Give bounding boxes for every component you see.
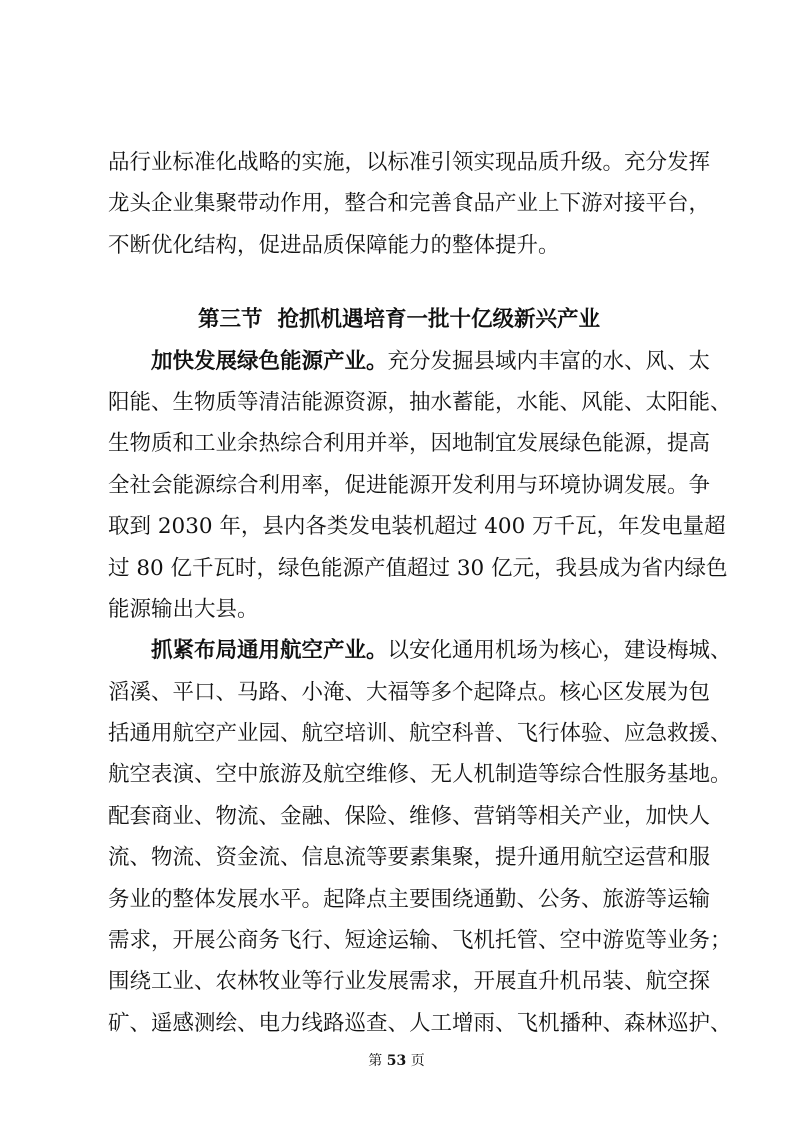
page-number: 53 [386, 1053, 407, 1069]
paragraph-general-aviation [108, 630, 732, 1044]
text-line: 不断优化结构，促进品质保障能力的整体提升。 [108, 232, 560, 258]
text-line: 品行业标准化战略的实施，以标准引领实现品质升级。充分发挥 [108, 150, 711, 175]
text-line [108, 630, 732, 671]
paragraph-heading: 抓紧布局通用航空产业。 [151, 638, 388, 664]
page-number-prefix: 第 [368, 1053, 383, 1069]
paragraph-green-energy [108, 341, 732, 631]
paragraph-intro [108, 142, 711, 266]
text-line: 取到 2030 年，县内各类发电装机超过 400 万千瓦，年发电量超 [108, 514, 726, 540]
text-line: 龙头企业集聚带动作用，整合和完善食品产业上下游对接平台， [108, 191, 711, 217]
text-run: 以安化通用机场为核心，建设梅城、 [387, 638, 732, 664]
text-run: 充分发掘县域内丰富的水、风、太 [387, 348, 711, 374]
text-line: 流、物流、资金流、信息流等要素集聚，提升通用航空运营和服 [108, 845, 711, 871]
text-line: 配套商业、物流、金融、保险、维修、营销等相关产业，加快人 [108, 803, 711, 829]
text-line: 围绕工业、农林牧业等行业发展需求，开展直升机吊装、航空探 [108, 969, 711, 995]
text-line: 阳能、生物质等清洁能源资源，抽水蓄能，水能、风能、太阳能、 [108, 389, 732, 415]
text-line: 矿、遥感测绘、电力线路巡查、人工增雨、飞机播种、森林巡护、 [108, 1010, 732, 1036]
text-line: 过 80 亿千瓦时，绿色能源产值超过 30 亿元，我县成为省内绿色 [108, 555, 728, 581]
text-line: 能源输出大县。 [108, 596, 259, 622]
document-body [108, 142, 732, 1044]
page-number-suffix: 页 [410, 1053, 425, 1069]
paragraph-heading: 加快发展绿色能源产业。 [151, 348, 388, 374]
text-line: 生物质和工业余热综合利用并举，因地制宜发展绿色能源，提高 [108, 431, 711, 457]
text-line: 航空表演、空中旅游及航空维修、无人机制造等综合性服务基地。 [108, 762, 732, 788]
text-line: 全社会能源综合利用率，促进能源开发利用与环境协调发展。争 [108, 472, 711, 498]
text-line: 需求，开展公商务飞行、短途运输、飞机托管、空中游览等业务； [108, 928, 732, 954]
text-line: 滔溪、平口、马路、小淹、大福等多个起降点。核心区发展为包 [108, 679, 711, 705]
page-footer [0, 1050, 793, 1070]
section-title: 第三节 抢抓机遇培育一批十亿级新兴产业 [198, 307, 600, 333]
text-line: 括通用航空产业园、航空培训、航空科普、飞行体验、应急救援、 [108, 721, 732, 747]
text-line [108, 341, 711, 382]
text-line: 务业的整体发展水平。起降点主要围绕通勤、公务、旅游等运输 [108, 886, 711, 912]
